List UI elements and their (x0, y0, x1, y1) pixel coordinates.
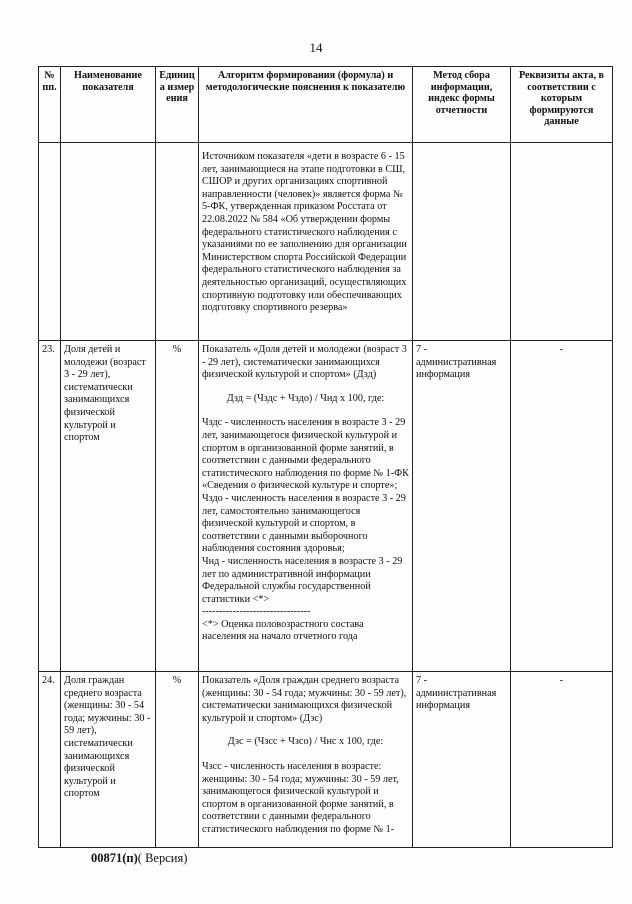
page-number: 14 (309, 40, 323, 55)
header-method: Метод сбора информации, индекс формы отчетности (413, 67, 511, 143)
row23-intro: Показатель «Доля детей и молодежи (возраст 3 - 29 лет), систематически занимающихся физической культурой и спортом» (Дзд) (202, 344, 407, 381)
row23-definition-2: Чздо - численность населения в возрасте 3 - 29 лет, самостоятельно занимающегося физической культурой и спортом, в соответствии с данными выборочного наблюдения состояния здоровья; (202, 492, 406, 555)
row24-requisites: - (511, 672, 613, 848)
row23-separator: -------------------------------- (202, 606, 311, 618)
header-unit: Единица измерения (156, 67, 199, 143)
header-algorithm: Алгоритм формирования (формула) и методологические пояснения к показателю (199, 67, 413, 143)
row24-num: 24. (39, 672, 61, 848)
table-row-continuation (39, 143, 613, 341)
cell-unit (156, 143, 199, 341)
table-row-23 (39, 341, 613, 672)
row23-unit: % (156, 341, 199, 672)
footer-version: ( Версия) (137, 851, 188, 865)
document-footer (91, 851, 187, 866)
row24-unit: % (156, 672, 199, 848)
table-row-24 (39, 672, 613, 848)
header-name: Наименование показателя (61, 67, 156, 143)
header-num: № пп. (39, 67, 61, 143)
row23-algorithm (199, 341, 413, 672)
cell-name (61, 143, 156, 341)
row23-definition-1: Чздс - численность населения в возрасте 3 - 29 лет, занимающегося физической культурой и спортом в организованной форме занятий, в соответствии с данными федерального статистического наблюдения по форме № 1-ФК «Сведения о физической культуре и спорте»; (202, 417, 409, 492)
row24-name: Доля граждан среднего возраста (женщины: 30 - 54 года; мужчины: 30 - 59 лет), систематически занимающихся физической культурой и спортом (61, 672, 156, 848)
cell-method (413, 143, 511, 341)
row23-definition-3: Чнд - численность населения в возрасте 3 - 29 лет по административной информации Федеральной службы государственной статистики <*> (202, 555, 403, 605)
row24-method: 7 - административная информация (413, 672, 511, 848)
cell-algorithm: Источником показателя «дети в возрасте 6 - 15 лет, занимающиеся на этапе подготовки в СШ, СШОР и других организациях спортивной направленности (человек)» является форма № 5-ФК, утвержденная приказом Росстата от 22.08.2022 № 584 «Об утверждении формы федерального статистического наблюдения с указаниями по ее заполнению для организации Министерством спорта Российской Федерации федерального статистического наблюдения за деятельностью организаций, осуществляющих спортивную подготовку или обеспечивающих подготовку спортивного резерва» (199, 143, 413, 341)
row23-name: Доля детей и молодежи (возраст 3 - 29 лет), систематически занимающихся физической культурой и спортом (61, 341, 156, 672)
row23-footnote: <*> Оценка половозрастного состава населения на начало отчетного года (202, 618, 364, 643)
row24-definition-1: Чзсс - численность населения в возрасте: женщины: 30 - 54 года; мужчины: 30 - 59 лет, занимающегося физической культурой и спортом в организованной форме занятий, в соответствии с данными федерального статистического наблюдения по форме № 1- (202, 760, 399, 835)
row23-requisites: - (511, 341, 613, 672)
header-requisites: Реквизиты акта, в соответствии с которым формируются данные (511, 67, 613, 143)
row23-method: 7 - административная информация (413, 341, 511, 672)
footer-code: 00871(п) (91, 851, 138, 865)
row24-intro: Показатель «Доля граждан среднего возраста (женщины: 30 - 54 года; мужчины: 30 - 59 лет), систематически занимающихся физической культурой и спортом» (Дзс) (202, 675, 407, 724)
cell-requisites (511, 143, 613, 341)
indicators-table (38, 66, 613, 848)
row24-formula: Дзс = (Чзсс + Чзсо) / Чнс x 100, где: (227, 736, 384, 748)
table-header-row (39, 67, 613, 143)
row24-algorithm (199, 672, 413, 848)
row23-formula: Дзд = (Чздс + Чздо) / Чнд x 100, где: (226, 392, 385, 404)
row23-num: 23. (39, 341, 61, 672)
cell-num (39, 143, 61, 341)
